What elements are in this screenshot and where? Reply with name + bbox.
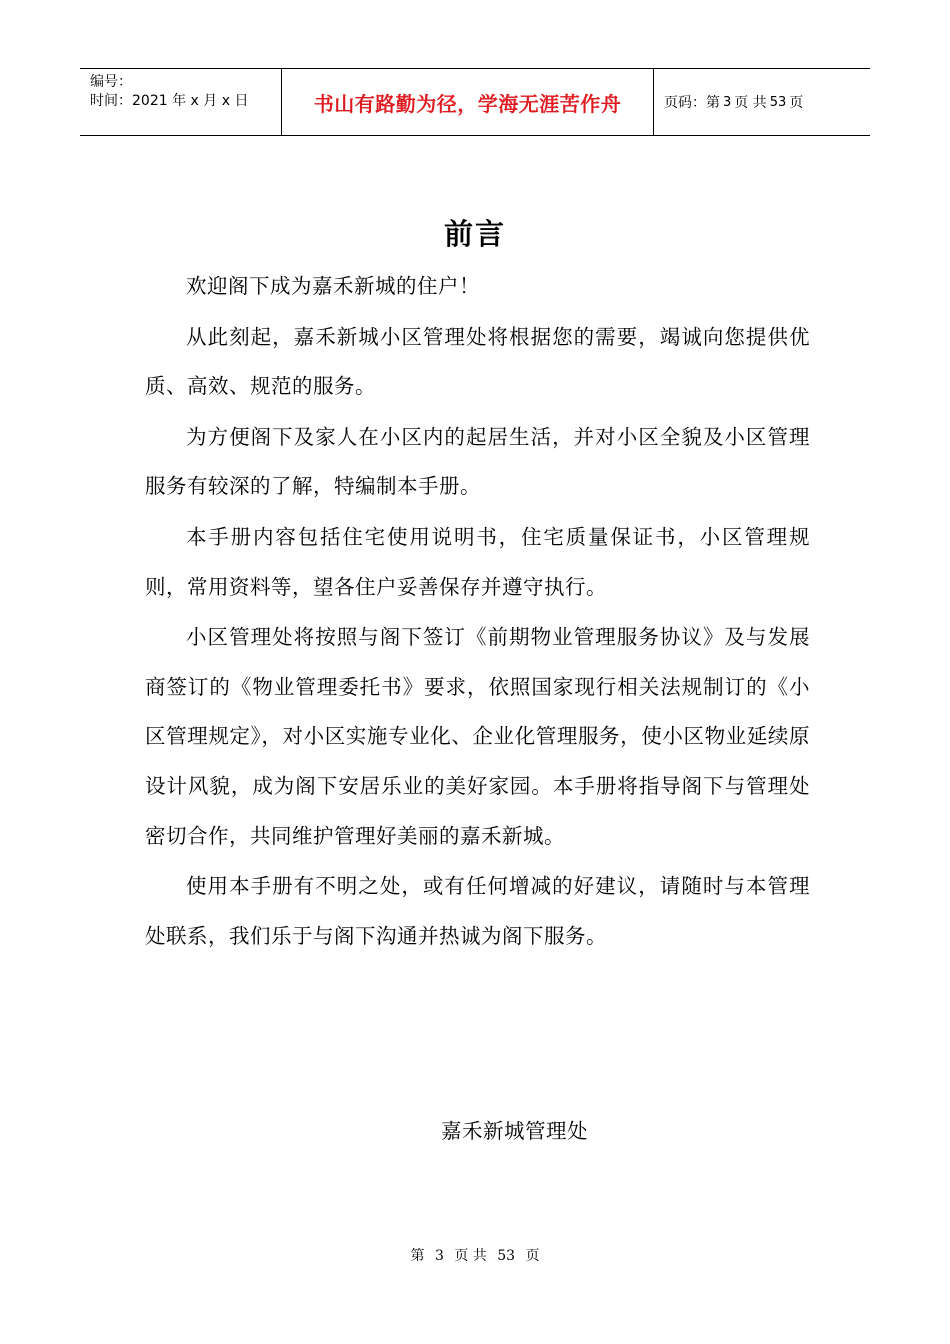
footer-page-mid: 页 共: [454, 1248, 487, 1264]
page-footer: [0, 1245, 950, 1265]
header-page-total: 53: [769, 94, 787, 110]
footer-page-prefix: 第: [410, 1248, 425, 1264]
page-title: 前言: [443, 217, 506, 251]
paragraph-management: 小区管理处将按照与阁下签订《前期物业管理服务协议》及与发展商签订的《物业管理委托书》要求，依照国家现行相关法规制订的《小区管理规定》，对小区实施专业化、企业化管理服务，使小区物业延续原设计风貌，成为阁下安居乐业的美好家园。本手册将指导阁下与管理处密切合作，共同维护管理好美丽的嘉禾新城。: [145, 625, 810, 848]
document-body: [145, 262, 810, 962]
footer-page-suffix: 页: [525, 1248, 540, 1264]
header-motto-cell: [282, 69, 654, 135]
document-number-label: 编号：: [90, 74, 132, 90]
footer-page-total: 53: [497, 1248, 516, 1264]
header-motto: 书山有路勤为径，学海无涯苦作舟: [313, 91, 622, 116]
paragraph-welcome: 欢迎阁下成为嘉禾新城的住户！: [186, 274, 480, 298]
page-header: [80, 68, 870, 136]
header-page-suffix: 页: [789, 95, 804, 111]
paragraph-contact: 使用本手册有不明之处，或有任何增减的好建议，请随时与本管理处联系，我们乐于与阁下沟通并热诚为阁下服务。: [145, 874, 810, 948]
paragraph-purpose: 为方便阁下及家人在小区内的起居生活，并对小区全貌及小区管理服务有较深的了解，特编制本手册。: [145, 424, 810, 499]
header-page-current: 3: [723, 94, 732, 110]
document-date-label: 时间：2021 年 x 月 x 日: [90, 93, 249, 109]
paragraph-contents: 本手册内容包括住宅使用说明书，住宅质量保证书，小区管理规则，常用资料等，望各住户妥善保存并遵守执行。: [145, 524, 810, 599]
signature: 嘉禾新城管理处: [441, 1119, 588, 1143]
header-page-prefix: 页码：第: [664, 95, 720, 111]
header-page-mid: 页 共: [734, 95, 767, 111]
header-page-cell: [654, 69, 870, 135]
header-meta-cell: [80, 69, 282, 135]
paragraph-service: 从此刻起，嘉禾新城小区管理处将根据您的需要，竭诚向您提供优质、高效、规范的服务。: [145, 324, 810, 399]
footer-page-current: 3: [434, 1248, 444, 1264]
